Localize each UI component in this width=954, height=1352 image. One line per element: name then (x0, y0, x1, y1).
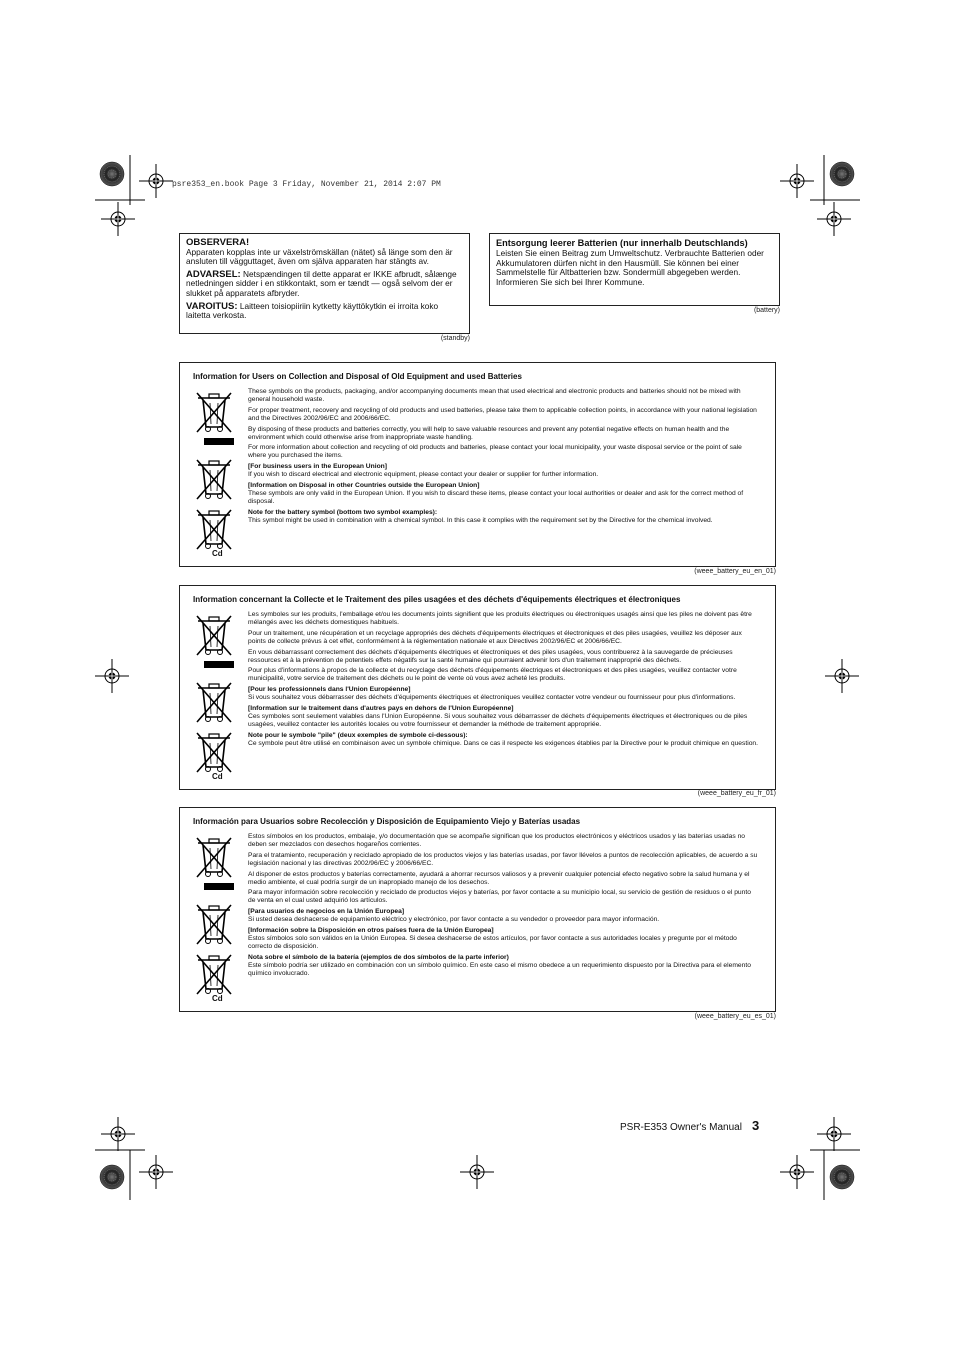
weee-en-title: Information for Users on Collection and Disposal of Old Equipment and used Batteries (193, 372, 522, 381)
para: Les symboles sur les produits, l'emballage et/ou les documents joints signifient que les produits électriques ou électroniques usagés ainsi que les piles ne doivent pas être mélangés avec les déchets domestiques habituels. (248, 611, 752, 627)
observera-label: OBSERVERA! (186, 237, 250, 248)
weee-en-text (248, 388, 760, 528)
weee-box-es (179, 807, 776, 1012)
subheading: [Information on Disposal in other Countries outside the European Union] (248, 481, 480, 489)
weee-fr-icons (194, 613, 244, 781)
weee-es-text (248, 833, 760, 981)
para: Estos símbolos solo son válidos en la Unión Europea. Si desea deshacerse de estos artículos, por favor contacte a sus autoridades locales y pregunte por el método correcto de disposición. (248, 935, 737, 951)
manual-name: PSR-E353 Owner's Manual (620, 1122, 742, 1133)
battery-box-text: Leisten Sie einen Beitrag zum Umweltschutz. Verbrauchte Batterien oder Akkumulatoren dürfen nicht in den Hausmüll. Sie können bei einer Sammelstelle für Altbatterien bzw. Sondermüll abgegeben werden. Informieren Sie sich bei Ihrer Kommune. (496, 248, 764, 287)
subheading: Nota sobre el símbolo de la batería (ejemplos de dos símbolos de la parte inferior) (248, 953, 509, 961)
varoitus-label: VAROITUS: (186, 300, 238, 312)
weee-fr-text (248, 611, 760, 751)
black-bar-icon (204, 883, 234, 890)
page-footer (620, 1118, 759, 1133)
weee-fr-title: Information concernant la Collecte et le Traitement des piles usagées et des déchets d'équipements électriques et électroniques (193, 595, 681, 604)
crossed-bin-icon (194, 680, 234, 724)
subheading: [Información sobre la Disposición en otros países fuera de la Unión Europea] (248, 926, 494, 934)
crossed-bin-icon (194, 613, 234, 657)
crossed-bin-icon (194, 457, 234, 501)
para: This symbol might be used in combination with a chemical symbol. In this case it complies with the requirement set by the Directive for the chemical involved. (248, 516, 713, 524)
weee-es-title: Información para Usuarios sobre Recolección y Disposición de Equipamiento Viejo y Baterías usadas (193, 817, 581, 826)
para: En vous débarrassant correctement des déchets d'équipements électriques et électroniques et des piles usagées, vous contribuerez à la sauvegarde de précieuses ressources et à la prévention de potentiels effets négatifs sur la santé humaine qui pourraient advenir lors d'un traitement inapproprié des déchets. (248, 648, 733, 664)
subheading: Note for the battery symbol (bottom two symbol examples): (248, 508, 438, 516)
black-bar-icon (204, 661, 234, 668)
subheading: [Para usuarios de negocios en la Unión Europea] (248, 908, 405, 916)
para: Si vous souhaitez vous débarrasser des déchets d'équipements électriques et électroniques veuillez contacter votre vendeur ou fournisseur pour plus d'informations. (248, 694, 736, 702)
para: For more information about collection and recycling of old products and batteries, please contact your local municipality, your waste disposal service or the point of sale where you purchased the items. (248, 444, 742, 460)
cd-symbol: Cd (212, 772, 223, 781)
subheading: Note pour le symbole "pile" (deux exemples de symbole ci-dessous): (248, 731, 468, 739)
print-header: psre353_en.book Page 3 Friday, November 21, 2014 2:07 PM (172, 180, 441, 189)
advarsel-text: Netspændingen til dette apparat er IKKE afbrudt, sålænge netledningen sidder i en stikkontakt, som er tændt — også selvom der er slukket på apparatets afbryder. (186, 268, 457, 298)
para: Al disponer de estos productos y baterías correctamente, ayudará a ahorrar recursos valiosos y a prevenir cualquier potencial efecto negativo sobre la salud humana y el medio ambiente, el cual podría surgir de un inapropiado manejo de los desechos. (248, 870, 750, 886)
para: For proper treatment, recovery and recycling of old products and used batteries, please take them to applicable collection points, in accordance with your national legislation and the Directives 2002/96/EC and 2006/66/EC. (248, 406, 757, 422)
para: If you wish to discard electrical and electronic equipment, please contact your dealer or supplier for further information. (248, 471, 599, 479)
crossed-bin-icon (194, 730, 234, 774)
para: By disposing of these products and batteries correctly, you will help to save valuable resources and prevent any potential negative effects on human health and the environment which could otherwise arise from inappropriate waste handling. (248, 425, 730, 441)
weee-box-en (179, 362, 776, 567)
para: Pour plus d'informations à propos de la collecte et du recyclage des déchets d'équipements électriques et électroniques et des piles usagées, veuillez contacter votre municipalité, votre service de traitement des déchets ou le point de vente où vous avez acheté les produits. (248, 667, 737, 683)
subheading: [Pour les professionnels dans l'Union Européenne] (248, 686, 411, 694)
para: Este símbolo podría ser utilizado en combinación con un símbolo químico. En este caso el mismo obedece a un requerimiento dispuesto por la Directiva para el elemento químico involucrado. (248, 961, 751, 977)
battery-disposal-box (489, 233, 780, 306)
standby-warning-box (179, 233, 470, 334)
para: Si usted desea deshacerse de equipamiento eléctrico y electrónico, por favor contacte a su vendedor o proveedor para mayor información. (248, 916, 660, 924)
black-bar-icon (204, 438, 234, 445)
battery-tag: (battery) (753, 307, 780, 314)
para: These symbols on the products, packaging, and/or accompanying documents mean that used electrical and electronic products and batteries should not be mixed with general household waste. (248, 388, 741, 404)
varoitus-text: Laitteen toisiopiiriin kytketty käyttökytkin ei irroita koko laitetta verkosta. (186, 300, 439, 321)
weee-box-fr (179, 585, 776, 790)
cd-symbol: Cd (212, 994, 223, 1003)
crossed-bin-icon (194, 390, 234, 434)
standby-tag: (standby) (440, 335, 470, 342)
para: Para mayor información sobre recolección y reciclado de productos viejos y baterías, por favor contacte a su municipio local, su servicio de gestión de residuos o el punto de venta en el cual usted adquirió los artículos. (248, 889, 751, 905)
para: Estos símbolos en los productos, embalaje, y/o documentación que se acompañe significan que los productos electrónicos y eléctricos usados y las baterías usadas no deben ser mezclados con desechos hogareños corrientes. (248, 833, 746, 849)
cd-symbol: Cd (212, 549, 223, 558)
crossed-bin-icon (194, 835, 234, 879)
battery-box-title: Entsorgung leerer Batterien (nur innerhalb Deutschlands) (496, 238, 748, 248)
subheading: [Information sur le traitement dans d'autres pays en dehors de l'Union Européenne] (248, 704, 514, 712)
page-number: 3 (751, 1118, 760, 1133)
para: Para el tratamiento, recuperación y reciclado apropiado de los productos viejos y las baterías usadas, por favor llévelos a puntos de recolección aplicables, de acuerdo a su legislación nacional y las directivas 2002/96/EC y 2006/66/EC. (248, 851, 758, 867)
para: Pour un traitement, une récupération et un recyclage appropriés des déchets d'équipements électriques et électroniques et des piles usagées, veuillez les déposer aux points de collecte prévus à cet effet, conformément à la réglementation nationale et aux Directives 2002/96/EC et 2006/66/EC. (248, 629, 742, 645)
crossed-bin-icon (194, 902, 234, 946)
weee-en-icons (194, 390, 244, 558)
weee-fr-tag: (weee_battery_eu_fr_01) (697, 790, 776, 797)
weee-en-tag: (weee_battery_eu_en_01) (694, 568, 776, 575)
para: These symbols are only valid in the European Union. If you wish to discard these items, please contact your local authorities or dealer and ask for the correct method of disposal. (248, 490, 744, 506)
crossed-bin-icon (194, 507, 234, 551)
observera-text: Apparaten kopplas inte ur växelströmskällan (nätet) så länge som den är ansluten till vägguttaget, även om själva apparaten har stängts av. (186, 246, 453, 267)
advarsel-label: ADVARSEL: (186, 268, 241, 280)
weee-es-icons (194, 835, 244, 1003)
para: Ce symbole peut être utilisé en combinaison avec un symbole chimique. Dans ce cas il respecte les exigences établies par la Directive pour le produit chimique en question. (248, 739, 759, 747)
weee-es-tag: (weee_battery_eu_es_01) (694, 1013, 776, 1020)
subheading: [For business users in the European Union] (248, 463, 387, 471)
crossed-bin-icon (194, 952, 234, 996)
para: Ces symboles sont seulement valables dans l'Union Européenne. Si vous souhaitez vous débarrasser de déchets d'équipements électriques et électroniques ou de piles usagées, veuillez contacter les autorités locales ou votre fournisseur et demander la méthode de traitement appropriée. (248, 713, 748, 729)
